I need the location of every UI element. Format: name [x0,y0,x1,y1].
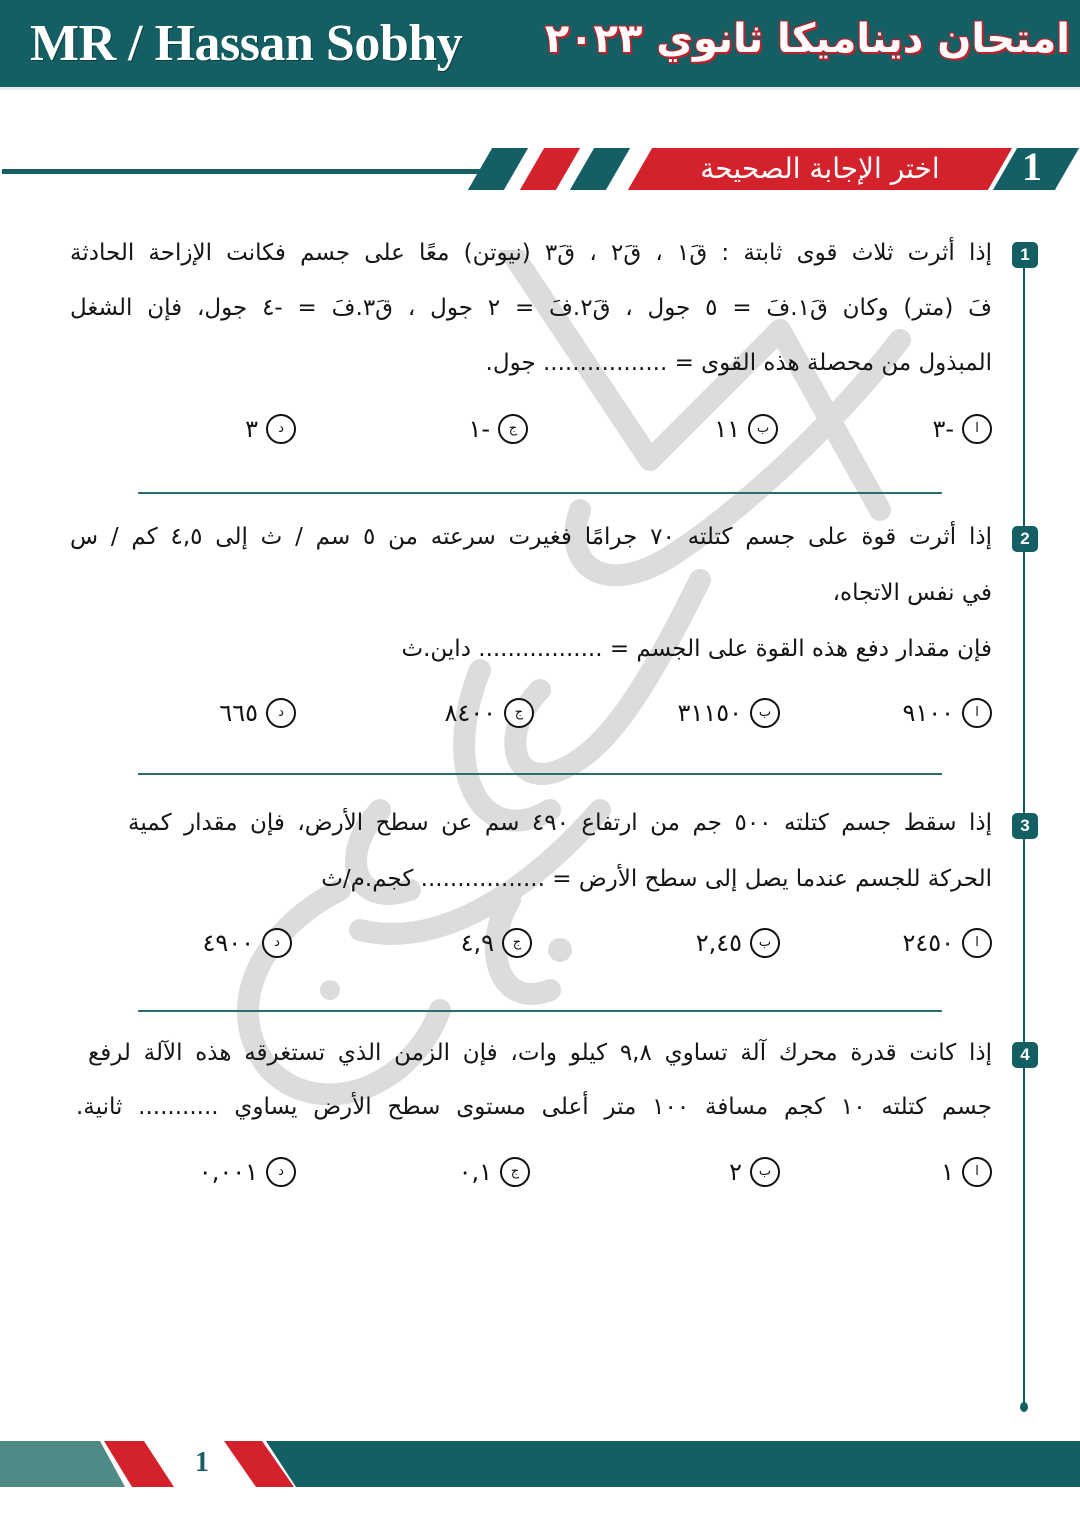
choice-value: -٣ [932,415,954,443]
choice-option[interactable] [678,698,780,728]
choice-letter: د [266,698,296,728]
choice-letter: ا [962,698,992,728]
choice-letter: ا [962,414,992,444]
section-rule [2,169,480,174]
choice-option[interactable] [202,928,292,958]
choice-option[interactable] [219,698,296,728]
question-text: إذا أثرت قوة على جسم كتلته ٧٠ جرامًا فغيرت سرعته من ٥ سم / ث إلى ٤,٥ كم / س [70,524,993,550]
choice-value: ٢٤٥٠ [902,929,954,957]
decorative-stripe [570,148,630,190]
choice-option[interactable] [444,698,534,728]
choice-value: ٣١١٥٠ [677,699,742,727]
choice-option[interactable] [468,414,528,444]
page-header [0,0,1080,90]
choice-option[interactable] [729,1157,780,1187]
exam-title: امتحان ديناميكا ثانوي ٢٠٢٣ [544,16,1070,62]
question-text: فإن مقدار دفع هذه القوة على الجسم = ................. داين.ث [401,636,992,662]
choice-option[interactable] [199,1157,296,1187]
choice-option[interactable] [696,928,780,958]
choice-letter: ب [750,1157,780,1187]
question-text: المبذول من محصلة هذه القوى = ................. جول. [485,350,992,376]
question-number-badge: 1 [1012,242,1038,268]
footer-band-left [0,1441,125,1487]
decorative-stripe [520,148,580,190]
choice-value: -١ [468,415,490,443]
choice-letter: د [262,928,292,958]
choice-value: ٢,٤٥ [695,929,742,957]
choice-value: ٨٤٠٠ [444,699,496,727]
choice-letter: ا [962,928,992,958]
choice-value: ٠,٠٠١ [198,1158,258,1186]
choice-letter: ب [750,928,780,958]
choice-option[interactable] [941,1157,992,1187]
section-title: اختر الإجابة الصحيحة [700,152,940,185]
choice-option[interactable] [714,414,778,444]
choice-value: ٤٩٠٠ [202,929,254,957]
question-text: فَ (متر) وكان قَ١.فَ = ٥ جول ، قَ٢.فَ = ٢ جول ، قَ٣.فَ = -٤ جول، فإن الشغل [70,295,992,321]
choice-letter: ج [498,414,528,444]
choice-option[interactable] [902,698,992,728]
question-number-badge: 3 [1012,813,1038,839]
choice-option[interactable] [245,414,296,444]
choice-option[interactable] [902,928,992,958]
choice-letter: ا [962,1157,992,1187]
question-number-badge: 2 [1012,526,1038,552]
timeline-end-dot [1020,1402,1028,1412]
choice-option[interactable] [932,414,992,444]
choice-letter: ب [750,698,780,728]
question-text: إذا كانت قدرة محرك آلة تساوي ٩,٨ كيلو وات، فإن الزمن الذي تستغرقه هذه الآلة لرفع [88,1040,993,1066]
choice-option[interactable] [461,928,532,958]
choice-letter: ج [504,698,534,728]
footer-band-main [266,1441,1080,1487]
choice-value: ٢ [729,1158,742,1186]
choice-letter: ج [502,928,532,958]
question-divider [138,1010,942,1012]
question-text: إذا سقط جسم كتلته ٥٠٠ جم من ارتفاع ٤٩٠ سم عن سطح الأرض، فإن مقدار كمية [128,810,992,836]
choice-value: ٩١٠٠ [902,699,954,727]
choice-value: ٣ [245,415,258,443]
choice-letter: ب [748,414,778,444]
choice-letter: د [266,414,296,444]
choice-letter: د [266,1157,296,1187]
choice-letter: ج [500,1157,530,1187]
question-divider [138,492,942,494]
choice-value: ٤,٩ [460,929,494,957]
question-text: الحركة للجسم عندما يصل إلى سطح الأرض = ................. كجم.م/ث [321,866,992,892]
question-divider [138,773,942,775]
choice-value: ٠,١ [458,1158,492,1186]
choice-value: ١١ [714,415,740,443]
question-number-badge: 4 [1012,1042,1038,1068]
choice-option[interactable] [459,1157,530,1187]
choice-value: ٦٦٥ [219,699,258,727]
question-text: في نفس الاتجاه، [832,580,992,606]
section-number: 1 [1022,144,1042,189]
question-text: جسم كتلته ١٠ كجم مسافة ١٠٠ متر أعلى مستوى سطح الأرض يساوي ........... ثانية. [76,1094,992,1120]
choice-value: ١ [941,1158,954,1186]
page-number: 1 [195,1447,209,1478]
question-text: إذا أثرت ثلاث قوى ثابتة : قَ١ ، قَ٢ ، قَ٣ (نيوتن) معًا على جسم فكانت الإزاحة الحادثة [70,240,993,266]
author-name: MR / Hassan Sobhy [30,15,463,72]
